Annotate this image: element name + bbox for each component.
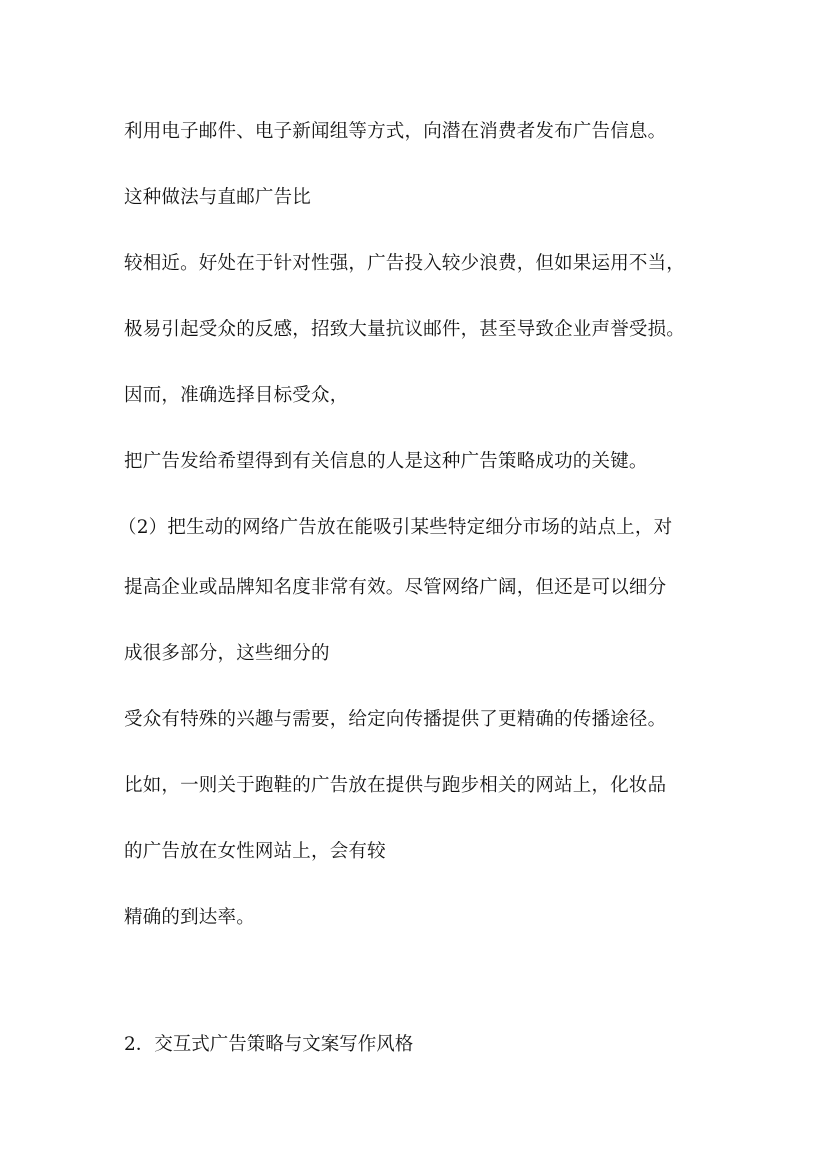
paragraph-line: 比如，一则关于跑鞋的广告放在提供与跑步相关的网站上，化妆品 (124, 775, 667, 796)
paragraph-line: 因而，准确选择目标受众， (124, 385, 349, 406)
paragraph-line: 利用电子邮件、电子新闻组等方式，向潜在消费者发布广告信息。 (124, 121, 667, 142)
paragraph-line: 的广告放在女性网站上，会有较 (124, 841, 386, 862)
section-heading: 2．交互式广告策略与文案写作风格 (124, 1034, 414, 1055)
paragraph-line: 受众有特殊的兴趣与需要，给定向传播提供了更精确的传播途径。 (124, 709, 667, 730)
paragraph-line: 精确的到达率。 (124, 907, 255, 928)
paragraph-line: 把广告发给希望得到有关信息的人是这种广告策略成功的关键。 (124, 451, 648, 472)
paragraph-line: 提高企业或品牌知名度非常有效。尽管网络广阔，但还是可以细分 (124, 577, 667, 598)
paragraph-line: 极易引起受众的反感，招致大量抗议邮件，甚至导致企业声誉受损。 (124, 319, 686, 340)
paragraph-line: 成很多部分，这些细分的 (124, 643, 330, 664)
paragraph-line: 较相近。好处在于针对性强，广告投入较少浪费，但如果运用不当， (124, 253, 686, 274)
paragraph-line: （2）把生动的网络广告放在能吸引某些特定细分市场的站点上，对 (118, 517, 673, 538)
paragraph-line: 这种做法与直邮广告比 (124, 187, 312, 208)
